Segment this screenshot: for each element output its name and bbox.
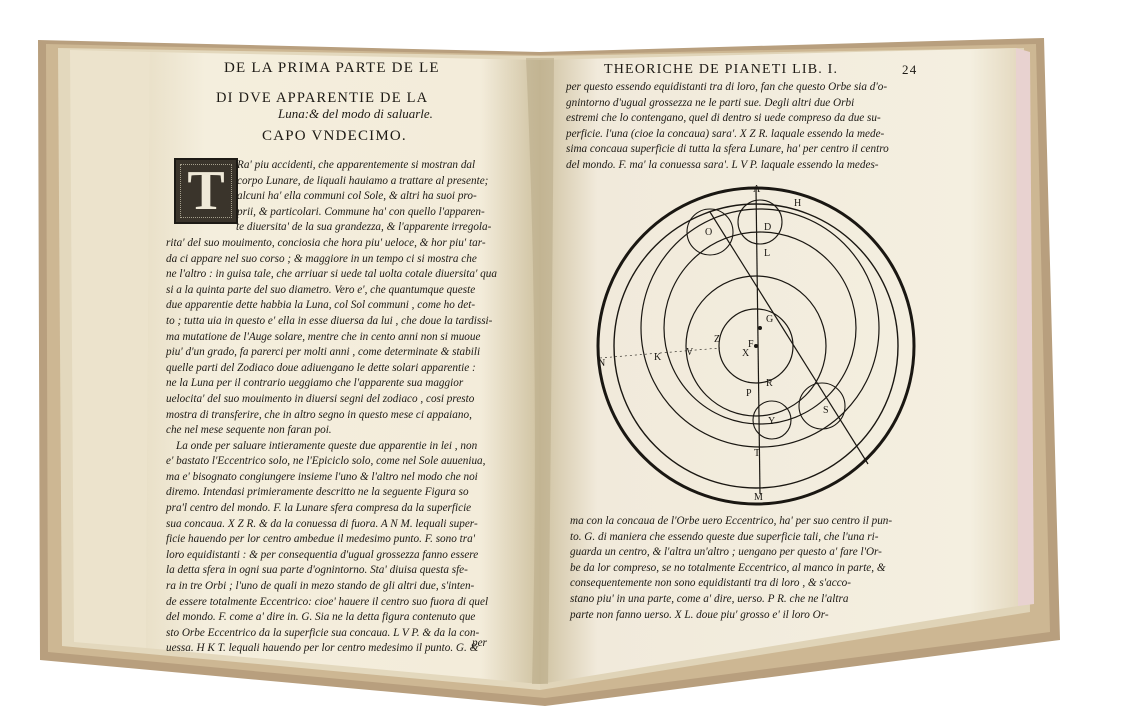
label-v: V bbox=[686, 347, 694, 358]
text-line: piu' d'un grado, fa parerci per molti anni , come determinate & stabili bbox=[166, 346, 481, 359]
text-line: la detta sfera in ogni sua parte d'ognintorno. Sta' diuisa questa sfe- bbox=[166, 564, 468, 577]
diagonal-line bbox=[710, 212, 868, 464]
text-line: sima concaua superficie di tutta la sfera Lunare, ha' per centro il centro bbox=[566, 143, 889, 156]
text-line: ma e' bisognato congiungere insieme l'uno & l'altro nel modo che noi bbox=[166, 470, 478, 483]
label-z: Z bbox=[714, 334, 721, 345]
text-line: ra in tre Orbi ; l'uno de quali in mezo stando de gli altri due, s'inten- bbox=[166, 580, 475, 593]
label-a: A bbox=[753, 184, 761, 195]
label-m: M bbox=[754, 492, 763, 503]
right-top-text bbox=[566, 80, 889, 174]
label-x: X bbox=[742, 348, 750, 359]
text-line: si a la quinta parte del suo diametro. Vero e', che quantumque queste bbox=[166, 283, 476, 296]
label-h: H bbox=[794, 198, 802, 209]
left-heading-line-1: DI DVE APPARENTIE DE LA bbox=[216, 90, 429, 106]
text-line: La onde per saluare intieramente queste due apparentie in lei , non bbox=[176, 439, 478, 452]
text-line: da ci appare nel suo corso ; & maggiore in un tempo ci si mostra che bbox=[166, 252, 477, 265]
drop-cap: T bbox=[174, 158, 238, 224]
text-line: guarda un centro, & l'altra un'altro ; uengano per questo a' fare l'Or- bbox=[570, 546, 882, 559]
text-line: Ra' piu accidenti, che apparentemente si mostran dal bbox=[237, 159, 476, 171]
label-r: R bbox=[766, 378, 773, 389]
left-running-head: DE LA PRIMA PARTE DE LE bbox=[224, 60, 440, 76]
text-line: pra'l centro del mondo. F. la Lunare sfera compresa da la superficie bbox=[166, 502, 472, 515]
text-line: ne l'altro : in guisa tale, che arriuar si uede tal uolta cotale diuersita' qua bbox=[166, 268, 497, 281]
text-line: per questo essendo equidistanti tra di loro, fan che questo Orbe sia d'o- bbox=[566, 81, 888, 93]
label-g: G bbox=[766, 314, 774, 325]
text-line: quelle parti del Zodiaco doue adiuengano le dette solari apparentie : bbox=[166, 361, 476, 374]
text-line: corpo Lunare, de liquali hauiamo a trattare al presente; bbox=[237, 174, 489, 187]
text-line: che nel mese sequente non faran poi. bbox=[166, 424, 332, 437]
catchword: per bbox=[472, 637, 487, 649]
text-line: gnintorno d'ugual grossezza ne le parti sue. Degli altri due Orbi bbox=[566, 96, 855, 109]
text-line: be da lor compreso, se no totalmente Eccentrico, al manco in parte, & bbox=[570, 561, 886, 574]
label-s: S bbox=[823, 405, 829, 416]
left-paragraph-1-head bbox=[237, 158, 488, 220]
text-line: to ; tutta uia in questo e' ella in esse diuersa da lui , che doue la tardissi- bbox=[166, 314, 493, 327]
text-line: del mondo. F. ma' la conuessa sara'. L V P. laquale essendo la medes- bbox=[566, 158, 879, 171]
text-line: ma con la concaua de l'Orbe uero Eccentrico, ha' per suo centro il pun- bbox=[570, 515, 893, 527]
text-line: estremi che lo contengano, quel di dentro si uede compreso da due su- bbox=[566, 112, 881, 125]
text-line: uelocita' del suo mouimento in diuersi segni del zodiaco , cosi presto bbox=[166, 392, 475, 405]
chapter-title: CAPO VNDECIMO. bbox=[262, 128, 407, 144]
text-line: loro equidistanti : & per consequentia d'ugual grossezza fanno essere bbox=[166, 548, 479, 561]
text-line: ma mutatione de l'Auge solare, mentre che in cento anni non si muoue bbox=[166, 330, 481, 343]
text-line: sua concaua. X Z R. & da la conuessa di fuora. A N M. lequali super- bbox=[166, 517, 478, 530]
text-line: te diuersita' de la sua grandezza, & l'apparente irregola- bbox=[236, 221, 492, 234]
text-line: del mondo. F. come a' dire in. G. Sia ne la detta figura contenuto que bbox=[166, 611, 476, 624]
text-line: sto Orbe Eccentrico da la superficie sua concaua. L V P. & da la con- bbox=[166, 626, 480, 639]
text-line: perficie. l'una (cioe la concaua) sara'. X Z R. laquale essendo la mede- bbox=[566, 127, 885, 140]
label-k: K bbox=[654, 352, 662, 363]
text-line: ne la Luna per il contrario ueggiamo che l'apparente sua maggior bbox=[166, 377, 464, 390]
text-line: rita' del suo mouimento, conciosia che hora piu' ueloce, & hor piu' tar- bbox=[166, 236, 486, 249]
epicycle-circle-d bbox=[738, 200, 782, 244]
label-y: Y bbox=[768, 416, 776, 427]
text-line: due apparentie dette habbia la Luna, col Sol communi , come ho det- bbox=[166, 299, 476, 312]
center-point-f bbox=[754, 344, 758, 348]
label-t: T bbox=[754, 448, 761, 459]
folio-number: 24 bbox=[902, 62, 918, 77]
text-line: alcuni ha' ella communi col Sole, & altri ha suoi pro- bbox=[237, 190, 477, 203]
text-line: parte non fanno uerso. X L. doue piu' grosso e' il loro Or- bbox=[570, 608, 829, 621]
left-paragraph-1-body bbox=[166, 220, 497, 657]
text-line: to. G. di maniera che essendo queste due superficie tali, che l'una ri- bbox=[570, 530, 879, 543]
lunar-spheres-diagram bbox=[590, 182, 950, 512]
left-heading-line-2: Luna:& del modo di saluarle. bbox=[278, 106, 433, 121]
text-line: stano piu' in una parte, come a' dire, uerso. P R. che ne l'altra bbox=[570, 592, 849, 605]
label-f: F bbox=[748, 339, 754, 350]
label-o: O bbox=[705, 227, 713, 238]
text-line: prii, & particolari. Commune ha' con quello l'apparen- bbox=[237, 205, 485, 218]
text-line: consequentemente non sono equidistanti tra di loro , & s'acco- bbox=[570, 577, 852, 590]
text-line: diremo. Intendasi primieramente descritto ne la seguente Figura so bbox=[166, 486, 469, 499]
text-line: mostra di transferire, che in altro segno in questo mese ci appaiano, bbox=[166, 408, 472, 421]
text-line: uessa. H K T. lequali hauendo per lor centro medesimo il punto. G. & bbox=[166, 642, 479, 655]
label-d: D bbox=[764, 222, 772, 233]
center-point-g bbox=[758, 326, 762, 330]
label-p: P bbox=[746, 388, 752, 399]
right-bottom-text bbox=[570, 514, 892, 623]
label-l: L bbox=[764, 248, 771, 259]
label-n: N bbox=[598, 358, 606, 369]
text-line: e' bastato l'Eccentrico solo, ne l'Epiciclo solo, come nel Sole auueniua, bbox=[166, 455, 486, 468]
text-line: ficie hauendo per lor centro ambedue il medesimo punto. F. sono tra' bbox=[166, 533, 476, 546]
right-running-head: THEORICHE DE PIANETI LIB. I. bbox=[604, 62, 839, 77]
text-line: de essere totalmente Eccentrico: cioe' hauere il centro suo fuora di quel bbox=[166, 595, 489, 608]
